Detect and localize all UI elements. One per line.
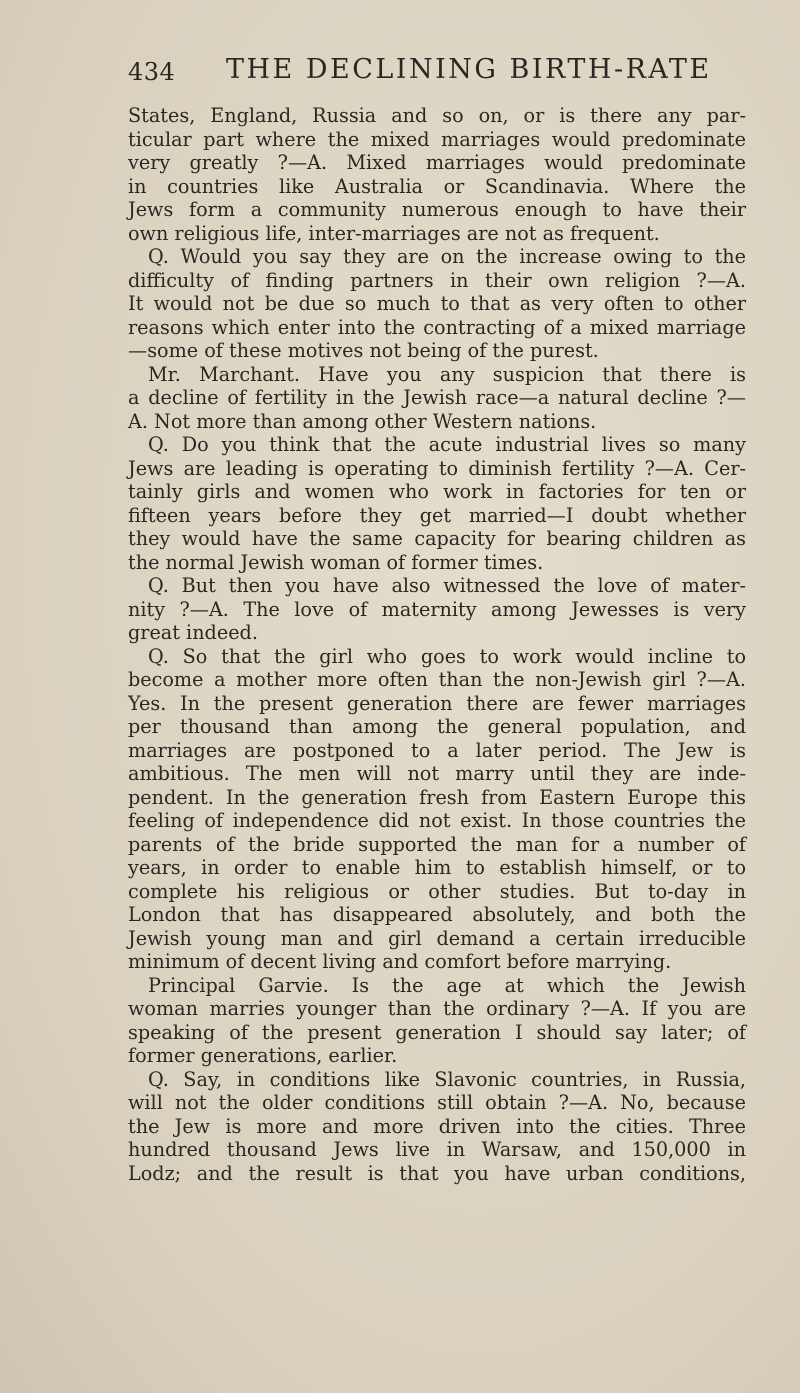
text-line: Jewish young man and girl demand a certain irreducible — [128, 926, 746, 950]
text-line: in countries like Australia or Scandinavia. Where the — [128, 174, 746, 198]
text-line: speaking of the present generation I should say later; of — [128, 1020, 746, 1044]
page-number: 434 — [128, 58, 176, 86]
text-line: pendent. In the generation fresh from Eastern Europe this — [128, 785, 746, 809]
text-line: fifteen years before they get married—I doubt whether — [128, 503, 746, 527]
text-line: Mr. Marchant. Have you any suspicion that there is — [148, 362, 746, 386]
text-line: a decline of fertility in the Jewish race—a natural decline ?— — [128, 386, 746, 409]
text-line: parents of the bride supported the man for a number of — [128, 832, 746, 856]
text-line: Jews form a community numerous enough to have their — [128, 198, 746, 221]
page-header — [128, 52, 748, 92]
text-line: Q. So that the girl who goes to work would incline to — [148, 644, 746, 668]
text-line: very greatly ?—A. Mixed marriages would predominate — [128, 151, 746, 174]
text-line: years, in order to enable him to establish himself, or to — [128, 856, 746, 879]
text-line: Lodz; and the result is that you have urban conditions, — [128, 1161, 746, 1185]
text-line: Q. Do you think that the acute industrial lives so many — [148, 433, 746, 456]
body-text — [128, 104, 746, 1185]
running-title: THE DECLINING BIRTH-RATE — [226, 54, 712, 85]
text-line: they would have the same capacity for bearing children as — [128, 527, 746, 550]
text-line: reasons which enter into the contracting of a mixed marriage — [128, 315, 746, 339]
text-line: marriages are postponed to a later period. The Jew is — [128, 738, 746, 762]
text-line: London that has disappeared absolutely, and both the — [128, 903, 746, 926]
text-line: Q. Say, in conditions like Slavonic countries, in Russia, — [148, 1067, 746, 1091]
text-line: Principal Garvie. Is the age at which the Jewish — [148, 973, 746, 997]
text-line: Jews are leading is operating to diminish fertility ?—A. Cer- — [128, 456, 746, 480]
text-line: great indeed. — [128, 621, 258, 644]
text-line: own religious life, inter-marriages are not as frequent. — [128, 221, 660, 245]
text-line: complete his religious or other studies. But to-day in — [128, 879, 746, 903]
text-line: per thousand than among the general population, and — [128, 715, 746, 738]
text-line: the Jew is more and more driven into the cities. Three — [128, 1114, 746, 1138]
text-line: Q. But then you have also witnessed the love of mater- — [148, 574, 746, 597]
text-line: tainly girls and women who work in factories for ten or — [128, 480, 746, 503]
text-line: become a mother more often than the non-Jewish girl ?—A. — [128, 668, 746, 691]
text-line: —some of these motives not being of the purest. — [128, 339, 599, 362]
text-line: It would not be due so much to that as very often to other — [128, 292, 746, 315]
text-line: ticular part where the mixed marriages would predominate — [128, 127, 746, 151]
text-line: the normal Jewish woman of former times. — [128, 550, 544, 574]
text-line: woman marries younger than the ordinary ?—A. If you are — [128, 997, 746, 1020]
text-line: A. Not more than among other Western nations. — [128, 409, 597, 433]
text-line: States, England, Russia and so on, or is there any par- — [128, 104, 746, 127]
text-line: former generations, earlier. — [128, 1044, 398, 1067]
text-line: Q. Would you say they are on the increase owing to the — [148, 245, 746, 268]
text-line: ambitious. The men will not marry until they are inde- — [128, 762, 746, 785]
text-line: hundred thousand Jews live in Warsaw, and 150,000 in — [128, 1138, 746, 1161]
text-line: will not the older conditions still obtain ?—A. No, because — [128, 1091, 746, 1114]
text-line: Yes. In the present generation there are fewer marriages — [128, 691, 746, 715]
text-line: minimum of decent living and comfort before marrying. — [128, 950, 672, 973]
text-line: nity ?—A. The love of maternity among Jewesses is very — [128, 597, 746, 621]
text-line: difficulty of finding partners in their own religion ?—A. — [128, 268, 746, 292]
text-line: feeling of independence did not exist. In those countries the — [128, 809, 746, 832]
